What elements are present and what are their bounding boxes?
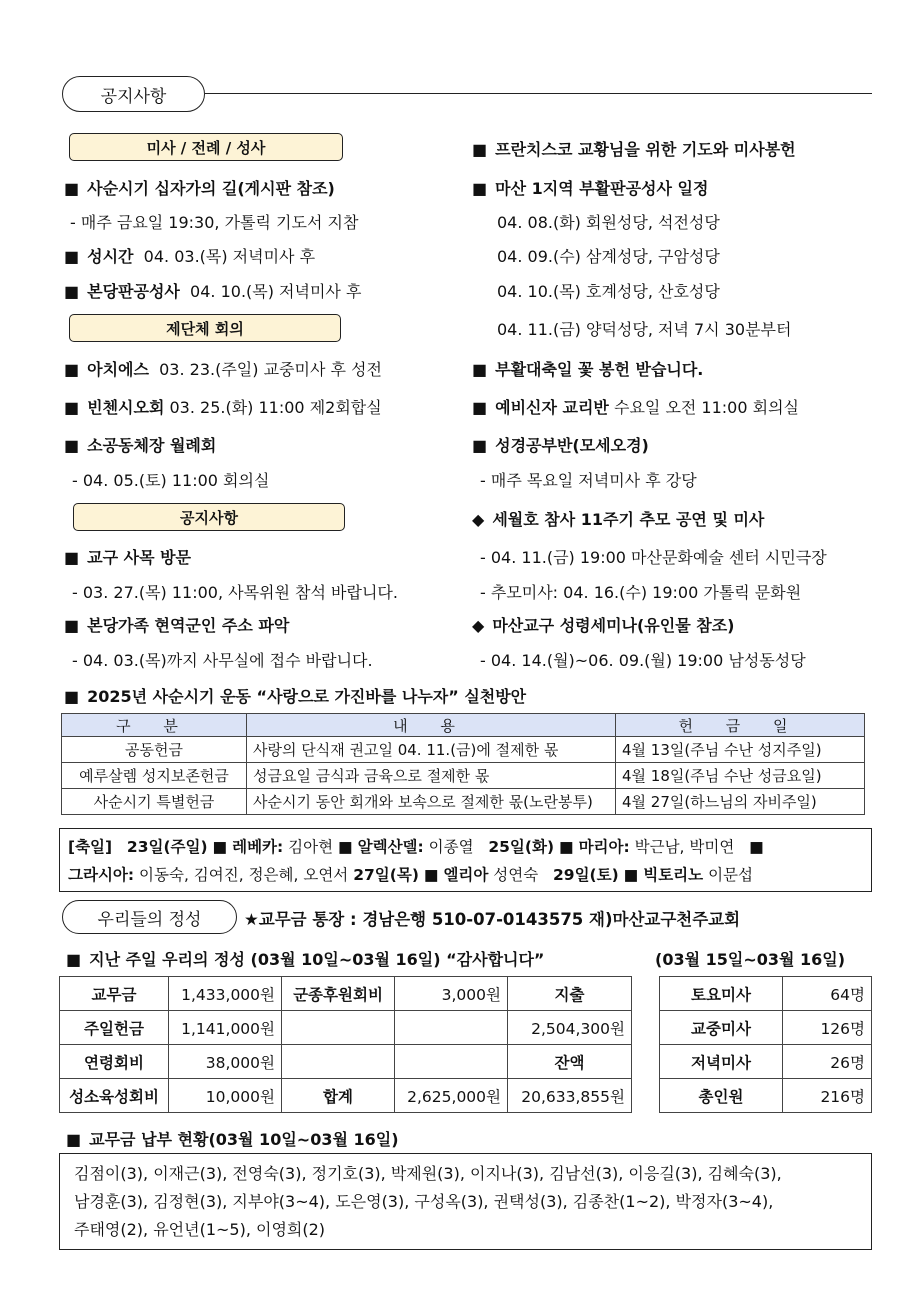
dues-names-box [59,1153,872,1250]
table-cell: 3,000원 [395,977,508,1011]
dues-title: ■ 교무금 납부 현황(03월 10일~03월 16일) [66,1130,399,1149]
easter-item: ■ 마산 1지역 부활판공성사 일정 [472,179,709,198]
table-cell: 38,000원 [169,1045,282,1079]
table-cell: 잔액 [508,1045,632,1079]
easter-schedule-3: 04. 10.(목) 호계성당, 산호성당 [497,282,720,301]
bullet-diamond-icon: ◆ [472,510,485,529]
table-cell: 10,000원 [169,1079,282,1113]
bullet-diamond-icon: ◆ [472,616,485,635]
table-header-row [62,714,865,737]
bullet-square-icon: ■ [472,179,488,198]
table-cell: 연령회비 [60,1045,169,1079]
table-cell: 군종후원회비 [282,977,395,1011]
easter-schedule-1: 04. 08.(화) 회원성당, 석전성당 [497,213,720,232]
bible-item: ■ 성경공부반(모세오경) [472,436,649,455]
easter-schedule-4: 04. 11.(금) 양덕성당, 저녁 7시 30분부터 [497,320,792,339]
table-header-cell: 내 용 [247,714,616,737]
dues-line: 남경훈(3), 김정현(3), 지부야(3~4), 도은영(3), 구성옥(3), 권택성(3), 김종찬(1~2), 박정자(3~4), [74,1192,774,1211]
bullet-square-icon: ■ [64,548,80,567]
easter-schedule-2: 04. 09.(수) 삼계성당, 구암성당 [497,247,720,266]
catechumen-item: ■ 예비신자 교리반 수요일 오전 11:00 회의실 [472,398,799,417]
attendance-table [659,976,872,1113]
bible-detail: - 매주 목요일 저녁미사 후 강당 [480,471,697,490]
soldier-detail: - 04. 03.(목)까지 사무실에 접수 바랍니다. [72,651,373,670]
dues-line: 주태영(2), 유언년(1~5), 이영희(2) [74,1220,326,1239]
table-cell: 1,433,000원 [169,977,282,1011]
table-cell: 저녁미사 [660,1045,783,1079]
bullet-square-icon: ■ [64,616,80,635]
table-cell [282,1045,395,1079]
table-cell: 4월 27일(하느님의 자비주일) [616,789,865,815]
bullet-square-icon: ■ [64,360,80,379]
table-cell: 성소육성회비 [60,1079,169,1113]
notice-header: 공지사항 [62,76,205,112]
sewol-item: ◆ 세월호 참사 11주기 추모 공연 및 미사 [472,510,765,529]
table-row [62,789,865,815]
table-cell [282,1011,395,1045]
visit-item: ■ 교구 사목 방문 [64,548,192,567]
table-cell: 사랑의 단식재 권고일 04. 11.(금)에 절제한 몫 [247,737,616,763]
table-cell [395,1045,508,1079]
finance-title: ■ 지난 주일 우리의 정성 (03월 10일~03월 16일) “감사합니다” [66,950,545,969]
feast-days-box [59,828,872,892]
bullet-square-icon: ■ [472,436,488,455]
adoration-item: ■ 성시간 04. 03.(목) 저녁미사 후 [64,247,316,266]
table-row [60,1045,632,1079]
table-cell: 예루살렘 성지보존헌금 [62,763,247,789]
lent-campaign-title: ■ 2025년 사순시기 운동 “사랑으로 가진바를 나누자” 실천방안 [64,687,527,706]
table-row [60,977,632,1011]
seminar-item: ◆ 마산교구 성령세미나(유인물 참조) [472,616,735,635]
seminar-detail: - 04. 14.(월)~06. 09.(월) 19:00 남성동성당 [480,651,806,670]
table-cell: 토요미사 [660,977,783,1011]
table-cell: 성금요일 금식과 금육으로 절제한 몫 [247,763,616,789]
table-header-cell: 헌 금 일 [616,714,865,737]
bullet-square-icon: ■ [66,1130,82,1149]
table-row [62,737,865,763]
table-cell: 합계 [282,1079,395,1113]
bullet-square-icon: ■ [64,687,80,706]
bullet-square-icon: ■ [64,398,80,417]
table-cell: 64명 [783,977,872,1011]
table-cell: 공동헌금 [62,737,247,763]
stations-item: ■ 사순시기 십자가의 길(게시판 참조) [64,179,335,198]
account-info: ★교무금 통장 : 경남은행 510-07-0143575 재)마산교구천주교회 [244,910,741,929]
table-row [660,1045,872,1079]
soldier-item: ■ 본당가족 현역군인 주소 파악 [64,616,290,635]
finance-table [59,976,632,1113]
feast-line-2: 그라시아: 이동숙, 김여진, 정은혜, 오연서 27일(목) ■ 엘리아 성연숙 29일(토) ■ 빅토리노 이문섭 [68,866,753,884]
stations-detail: - 매주 금요일 19:30, 가톨릭 기도서 지참 [70,213,359,232]
bullet-square-icon: ■ [64,436,80,455]
feast-line-1: [축일] 23일(주일) ■ 레베카: 김아현 ■ 알렉산델: 이종열 25일(화) ■ 마리아: 박근남, 박미연 ■ [68,838,764,856]
table-cell: 4월 18일(주님 수난 성금요일) [616,763,865,789]
table-cell: 사순시기 동안 회개와 보속으로 절제한 몫(노란봉투) [247,789,616,815]
section-groups: 제단체 회의 [69,314,341,342]
table-cell: 20,633,855원 [508,1079,632,1113]
table-cell: 2,625,000원 [395,1079,508,1113]
visit-detail: - 03. 27.(목) 11:00, 사목위원 참석 바랍니다. [72,583,398,602]
bullet-square-icon: ■ [64,247,80,266]
table-cell [395,1011,508,1045]
community-detail: - 04. 05.(토) 11:00 회의실 [72,471,270,490]
table-row [660,1011,872,1045]
flowers-item: ■ 부활대축일 꽃 봉헌 받습니다. [472,360,704,379]
pope-prayer-item: ■ 프란치스코 교황님을 위한 기도와 미사봉헌 [472,140,796,159]
table-cell: 216명 [783,1079,872,1113]
bullet-square-icon: ■ [472,398,488,417]
table-cell: 4월 13일(주님 수난 성지주일) [616,737,865,763]
sewol-detail-1: - 04. 11.(금) 19:00 마산문화예술 센터 시민극장 [480,548,827,567]
table-cell: 사순시기 특별헌금 [62,789,247,815]
table-cell: 총인원 [660,1079,783,1113]
bullet-square-icon: ■ [472,360,488,379]
table-cell: 1,141,000원 [169,1011,282,1045]
table-row [62,763,865,789]
table-cell: 교중미사 [660,1011,783,1045]
vincent-item: ■ 빈첸시오회 03. 25.(화) 11:00 제2회합실 [64,398,382,417]
penance-item: ■ 본당판공성사 04. 10.(목) 저녁미사 후 [64,282,362,301]
table-cell: 교무금 [60,977,169,1011]
bullet-square-icon: ■ [64,282,80,301]
sewol-detail-2: - 추모미사: 04. 16.(수) 19:00 가톨릭 문화원 [480,583,802,602]
community-item: ■ 소공동체장 월례회 [64,436,217,455]
table-row [60,1079,632,1113]
table-row [60,1011,632,1045]
table-header-cell: 구 분 [62,714,247,737]
bullet-square-icon: ■ [64,179,80,198]
acies-item: ■ 아치에스 03. 23.(주일) 교중미사 후 성전 [64,360,382,379]
table-row [660,977,872,1011]
table-row [660,1079,872,1113]
header-rule [205,93,872,94]
table-cell: 126명 [783,1011,872,1045]
attendance-title: (03월 15일~03월 16일) [655,950,846,969]
table-cell: 2,504,300원 [508,1011,632,1045]
table-cell: 주일헌금 [60,1011,169,1045]
bullet-square-icon: ■ [472,140,488,159]
bullet-square-icon: ■ [66,950,82,969]
table-cell: 지출 [508,977,632,1011]
offering-header: 우리들의 정성 [62,900,237,934]
dues-line: 김점이(3), 이재근(3), 전영숙(3), 정기호(3), 박제원(3), 이지나(3), 김남선(3), 이응길(3), 김혜숙(3), [74,1164,782,1183]
lent-campaign-table [61,713,865,815]
section-notice: 공지사항 [73,503,345,531]
section-mass: 미사 / 전례 / 성사 [69,133,343,161]
table-cell: 26명 [783,1045,872,1079]
